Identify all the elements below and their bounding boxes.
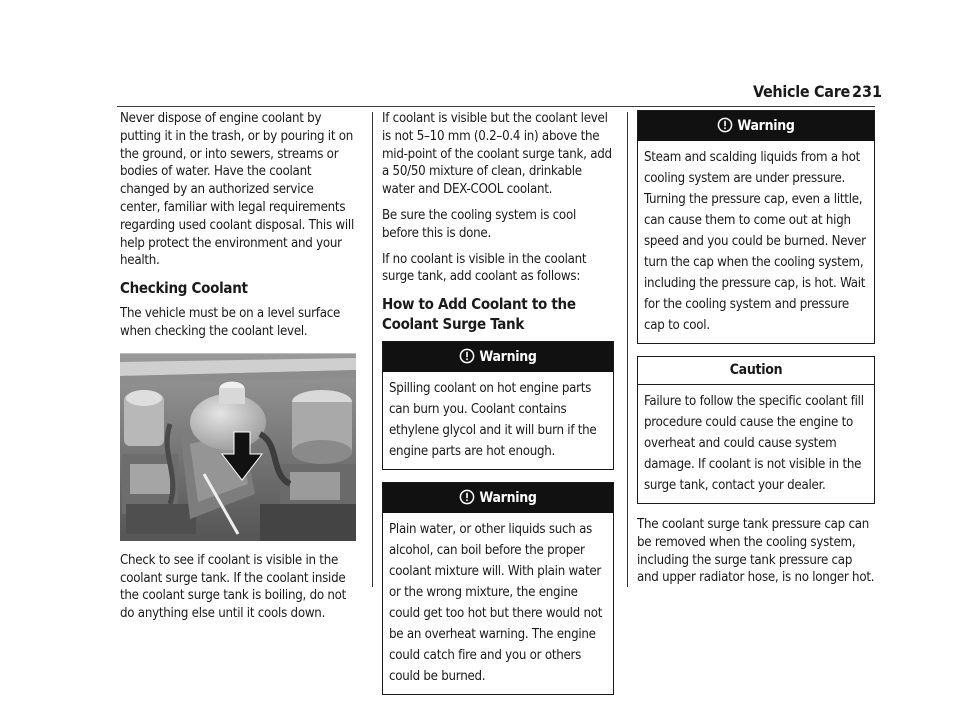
warning-text: Plain water, or other liquids such as alcohol, can boil before the proper coolant mixture will. With plain water or the wrong mixture, the engine could get too hot but there would not be an overheat warning. The engine could catch fire and you or others could be burned.	[389, 522, 603, 685]
check-coolant-paragraph: Check to see if coolant is visible in the coolant surge tank. If the coolant inside the coolant surge tank is boiling, do not do anything else until it cools down.	[120, 552, 347, 622]
caution-box	[637, 356, 875, 504]
warning-title: Warning	[479, 349, 537, 366]
header-rule	[117, 106, 875, 107]
cool-system-paragraph: Be sure the cooling system is cool before this is done.	[382, 207, 576, 241]
middle-column	[382, 110, 614, 707]
warning-header	[383, 483, 613, 513]
page-number: 231	[852, 82, 883, 101]
no-coolant-paragraph: If no coolant is visible in the coolant surge tank, add coolant as follows:	[382, 251, 587, 285]
disposal-paragraph: Never dispose of engine coolant by putting it in the trash, or by pouring it on the ground, or into sewers, streams or bodies of water. Have the coolant changed by an authorized service center, familiar with legal requirements regarding used coolant disposal. This will help protect the environment and your health.	[120, 111, 355, 269]
warning-icon	[459, 345, 475, 361]
caution-text: Failure to follow the specific coolant fill procedure could cause the engine to overheat and could cause system damage. If coolant is not visible in the surge tank, contact your dealer.	[644, 394, 864, 493]
warning-text: Steam and scalding liquids from a hot cooling system are under pressure. Turning the pressure cap, even a little, can cause them to come out at high speed and you could be burned. Never turn the cap when the cooling system, including the pressure cap, is hot. Wait for the cooling system and pressure cap to cool.	[644, 150, 866, 333]
column-divider-left	[372, 112, 373, 587]
checking-coolant-heading: Checking Coolant	[120, 279, 248, 298]
column-divider-right	[627, 112, 628, 587]
page-header	[0, 82, 960, 106]
warning-box-spill	[382, 341, 614, 470]
right-column	[637, 110, 875, 595]
warning-icon	[717, 114, 733, 130]
warning-text: Spilling coolant on hot engine parts can burn you. Coolant contains ethylene glycol and it will burn if the engine parts are hot enough.	[389, 381, 597, 460]
warning-box-steam	[637, 110, 875, 344]
warning-header	[383, 342, 613, 372]
caution-header: Caution	[638, 357, 874, 385]
warning-icon	[459, 486, 475, 502]
left-column	[120, 110, 356, 631]
coolant-level-paragraph: If coolant is visible but the coolant level is not 5–10 mm (0.2–0.4 in) above the mid-point of the coolant surge tank, add a 50/50 mixture of clean, drinkable water and DEX-COOL coolant.	[382, 111, 612, 198]
engine-bay-photo	[120, 353, 356, 541]
warning-header	[638, 111, 874, 141]
section-title: Vehicle Care	[753, 82, 850, 101]
pressure-cap-paragraph: The coolant surge tank pressure cap can be removed when the cooling system, including the surge tank pressure cap and upper radiator hose, is no longer hot.	[637, 517, 875, 586]
warning-title: Warning	[479, 490, 537, 507]
warning-box-plain-water	[382, 482, 614, 695]
level-surface-paragraph: The vehicle must be on a level surface when checking the coolant level.	[120, 306, 341, 339]
add-coolant-heading: How to Add Coolant to the Coolant Surge Tank	[382, 295, 576, 334]
warning-title: Warning	[737, 118, 795, 134]
